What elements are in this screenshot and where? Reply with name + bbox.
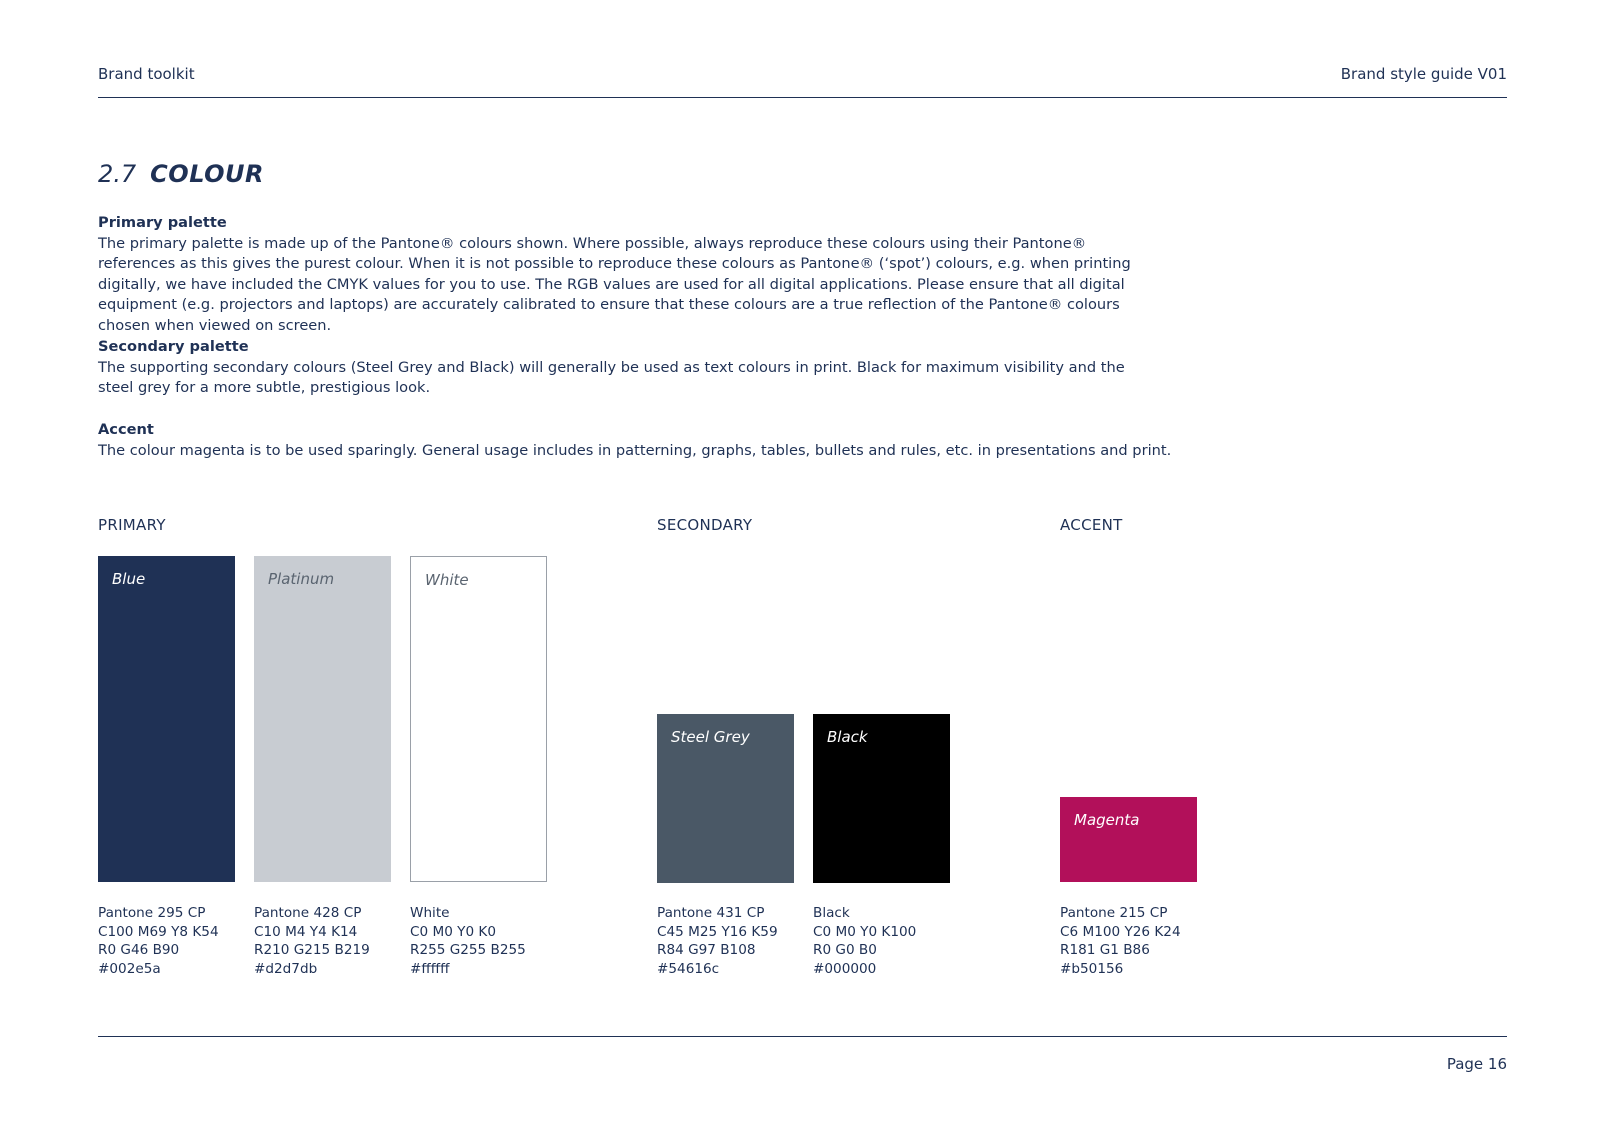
spec-hex: #ffffff xyxy=(410,960,450,977)
primary-palette-paragraph xyxy=(98,213,1148,337)
swatch-white xyxy=(410,556,547,882)
spec-rgb: R210 G215 B219 xyxy=(254,942,370,959)
spec-hex: #002e5a xyxy=(98,960,161,977)
spec-blue xyxy=(98,904,219,978)
paragraph-text: The colour magenta is to be used sparingly. General usage includes in patterning, graphs, tables, bullets and rules, etc. in presentations and print. xyxy=(98,441,1172,459)
spec-cmyk: C100 M69 Y8 K54 xyxy=(98,923,219,940)
spec-cmyk: C45 M25 Y16 K59 xyxy=(657,923,778,940)
swatch-name: Platinum xyxy=(268,570,335,588)
swatch-name: Black xyxy=(827,728,868,746)
spec-magenta xyxy=(1060,904,1181,978)
spec-pantone: Pantone 295 CP xyxy=(98,905,206,921)
swatch-name: Blue xyxy=(112,570,146,588)
header-right-title: Brand style guide V01 xyxy=(1340,65,1507,83)
spec-black xyxy=(813,904,916,978)
group-label-accent: ACCENT xyxy=(1060,516,1123,534)
paragraph-heading: Accent xyxy=(98,421,154,438)
section-number: 2.7 xyxy=(98,160,137,188)
footer-rule xyxy=(98,1036,1507,1037)
section-name: COLOUR xyxy=(150,160,264,188)
swatch-name: White xyxy=(425,571,469,589)
header-rule xyxy=(98,97,1507,98)
spec-pantone: Pantone 215 CP xyxy=(1060,905,1168,921)
header-left-title: Brand toolkit xyxy=(98,65,195,83)
spec-white xyxy=(410,904,526,978)
spec-rgb: R0 G0 B0 xyxy=(813,942,877,959)
spec-rgb: R255 G255 B255 xyxy=(410,942,526,959)
spec-pantone: Pantone 428 CP xyxy=(254,905,362,921)
paragraph-text: The supporting secondary colours (Steel Grey and Black) will generally be used as text colours in print. Black for maximum visibility and the steel grey for a more subtle, prestigious look. xyxy=(98,358,1125,397)
section-title xyxy=(98,160,264,188)
paragraph-text: The primary palette is made up of the Pantone® colours shown. Where possible, always reproduce these colours using their Pantone® references as this gives the purest colour. When it is not possible to reproduce these colours as Pantone® (‘spot’) colours, e.g. when printing digitally, we have included the CMYK values for you to use. The RGB values are used for all digital applications. Please ensure that all digital equipment (e.g. projectors and laptops) are accurately calibrated to ensure that these colours are a true reflection of the Pantone® colours chosen when viewed on screen. xyxy=(98,234,1131,334)
spec-pantone: Pantone 431 CP xyxy=(657,905,765,921)
spec-pantone: White xyxy=(410,905,450,921)
swatch-name: Steel Grey xyxy=(671,728,750,746)
spec-rgb: R181 G1 B86 xyxy=(1060,942,1150,959)
spec-hex: #54616c xyxy=(657,960,720,977)
spec-pantone: Black xyxy=(813,905,850,921)
group-label-secondary: SECONDARY xyxy=(657,516,753,534)
spec-hex: #d2d7db xyxy=(254,960,318,977)
accent-paragraph xyxy=(98,420,1248,461)
swatch-magenta xyxy=(1060,797,1197,882)
spec-hex: #000000 xyxy=(813,960,877,977)
paragraph-heading: Secondary palette xyxy=(98,338,249,355)
spec-cmyk: C10 M4 Y4 K14 xyxy=(254,923,358,940)
spec-cmyk: C0 M0 Y0 K0 xyxy=(410,923,496,940)
swatch-steel-grey xyxy=(657,714,794,883)
group-label-primary: PRIMARY xyxy=(98,516,166,534)
spec-cmyk: C0 M0 Y0 K100 xyxy=(813,923,917,940)
spec-platinum xyxy=(254,904,370,978)
spec-hex: #b50156 xyxy=(1060,960,1124,977)
spec-rgb: R0 G46 B90 xyxy=(98,942,180,959)
swatch-black xyxy=(813,714,950,883)
secondary-palette-paragraph xyxy=(98,337,1148,399)
spec-cmyk: C6 M100 Y26 K24 xyxy=(1060,923,1181,940)
paragraph-heading: Primary palette xyxy=(98,214,227,231)
swatch-platinum xyxy=(254,556,391,882)
swatch-blue xyxy=(98,556,235,882)
page-number: Page 16 xyxy=(1446,1055,1507,1073)
spec-steel-grey xyxy=(657,904,778,978)
spec-rgb: R84 G97 B108 xyxy=(657,942,756,959)
swatch-name: Magenta xyxy=(1074,811,1140,829)
